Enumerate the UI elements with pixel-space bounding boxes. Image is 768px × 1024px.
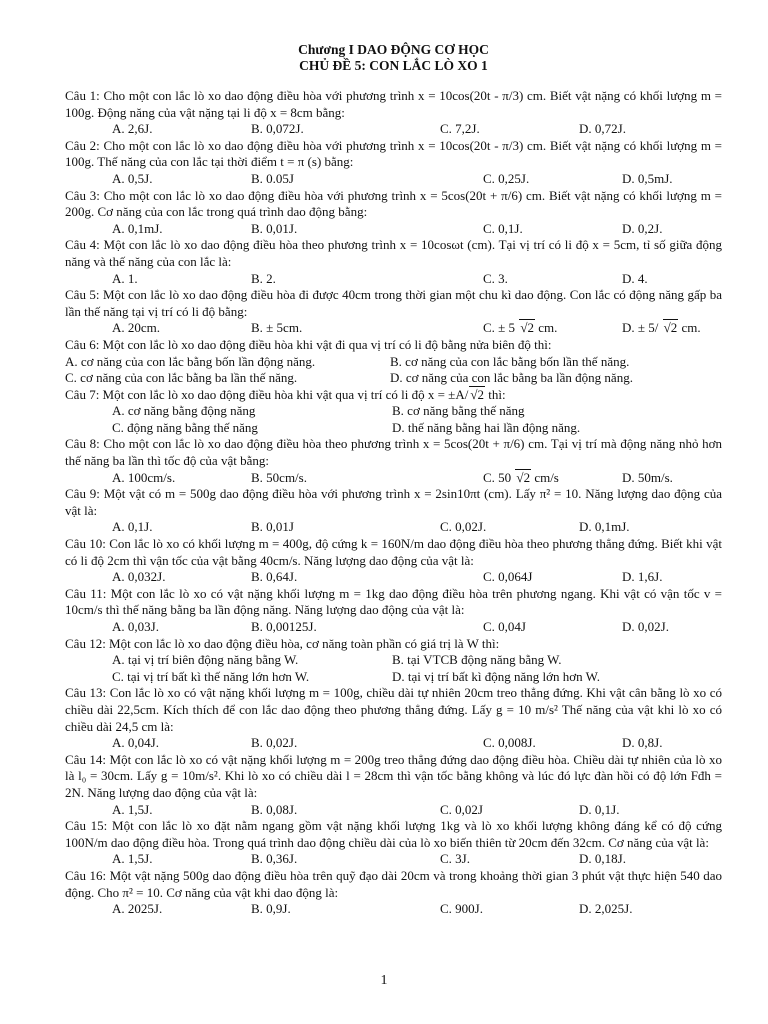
option-a[interactable]: A. 2025J.: [112, 901, 163, 917]
option-b[interactable]: B. 2.: [251, 270, 276, 286]
document-header: [65, 42, 722, 74]
option-c-text: C. 50: [483, 469, 512, 485]
question-3: [65, 188, 722, 238]
sqrt-symbol: √2: [470, 386, 484, 402]
option-a[interactable]: A. 0,1mJ.: [112, 220, 163, 236]
option-d[interactable]: D. 0,18J.: [579, 851, 626, 867]
option-c[interactable]: C. 7,2J.: [440, 121, 480, 137]
option-b[interactable]: B. cơ năng bằng thế năng: [392, 403, 525, 419]
option-d[interactable]: D. tại vị trí bất kì động năng lớn hơn W.: [392, 668, 601, 684]
option-b[interactable]: B. 0,072J.: [251, 121, 304, 137]
question-1: [65, 88, 722, 138]
answer-options: [65, 519, 722, 536]
answer-options: [65, 802, 722, 819]
option-b[interactable]: B. 50cm/s.: [251, 469, 307, 485]
question-14: [65, 752, 722, 818]
option-b[interactable]: B. tại VTCB động năng bằng W.: [392, 652, 562, 668]
answer-options: [65, 354, 722, 387]
option-c[interactable]: C. 0,04J: [483, 619, 526, 634]
question-stem: Câu 4: Một con lắc lò xo dao động điều hòa theo phương trình x = 10cosωt (cm). Tại vị trí có li độ x = 5cm, tỉ số giữa động năng và thế năng của con lắc là:: [65, 237, 722, 269]
answer-options: [65, 271, 722, 288]
option-c[interactable]: C. 0,008J.: [483, 735, 536, 751]
question-stem: Câu 7: Một con lắc lò xo dao động điều hòa khi vật qua vị trí có li độ x = ±A/ √2 thì:: [65, 386, 506, 402]
option-a[interactable]: A. cơ năng của con lắc bằng bốn lần động năng.: [65, 353, 316, 369]
option-d[interactable]: D. 0,1J.: [579, 801, 620, 817]
option-b[interactable]: B. 0,9J.: [251, 901, 291, 917]
option-a[interactable]: A. 20cm.: [112, 320, 161, 336]
question-12: [65, 636, 722, 686]
option-d[interactable]: D. 0,2J.: [622, 220, 663, 236]
option-a[interactable]: A. cơ năng bằng động năng: [112, 403, 256, 419]
question-stem: Câu 8: Cho một con lắc lò xo dao động điều hòa theo phương trình x = 5cos(20t + π/6) cm. Tại vị trí mà động năng nhỏ hơn thế năng ba lần thì tốc độ của vật bằng:: [65, 436, 722, 469]
question-13: [65, 685, 722, 751]
answer-options: [65, 320, 722, 337]
option-d[interactable]: D. 0,02J.: [622, 619, 669, 634]
option-b[interactable]: B. 0,01J.: [251, 220, 298, 236]
question-stem: Câu 11: Một con lắc lò xo có vật nặng khối lượng m = 1kg dao động điều hòa trên phương ngang. Khi vật có vận tốc v = 10cm/s thì thế năng bằng ba lần động năng. Năng lượng dao động của vật là:: [65, 585, 722, 618]
option-a[interactable]: A. 0,5J.: [112, 170, 153, 186]
option-c[interactable]: C. 50 √2 cm/s: [483, 469, 559, 485]
answer-options: [65, 121, 722, 138]
option-a[interactable]: A. 1,5J.: [112, 801, 153, 817]
sqrt-symbol: √2: [520, 320, 534, 336]
question-stem: Câu 15: Một con lắc lò xo đặt nằm ngang gồm vật nặng khối lượng 1kg và lò xo khối lượng không đáng kể có độ cứng 100N/m dao động điều hòa. Trong quá trình dao động chiều dài của lò xo biến thiên từ 20cm đến 32cm. Cơ năng của vật là:: [65, 818, 722, 850]
option-a[interactable]: A. 2,6J.: [112, 121, 153, 137]
answer-options: [65, 470, 722, 487]
question-stem: Câu 3: Cho một con lắc lò xo dao động điều hòa với phương trình x = 5cos(20t + π/6) cm. Biết vật nặng có khối lượng m = 200g. Cơ năng của con lắc trong quá trình dao động bằng:: [65, 187, 722, 220]
option-c[interactable]: C. tại vị trí bất kì thế năng lớn hơn W.: [112, 668, 310, 684]
option-d[interactable]: D. 0,1mJ.: [579, 519, 630, 535]
answer-options: [65, 735, 722, 752]
answer-options: [65, 619, 722, 636]
option-d[interactable]: D. 0,72J.: [579, 121, 626, 137]
answer-options: [65, 403, 722, 436]
option-d[interactable]: D. ± 5/ √2 cm.: [622, 320, 701, 336]
option-d[interactable]: D. 2,025J.: [579, 901, 633, 917]
question-stem: Câu 12: Một con lắc lò xo dao động điều hòa, cơ năng toàn phần có giá trị là W thì:: [65, 635, 500, 651]
question-stem: Câu 16: Một vật nặng 500g dao động điều hòa trên quỹ đạo dài 20cm và trong khoảng thời gian 3 phút vật thực hiện 540 dao động. Cho π² = 10. Cơ năng của vật khi dao động là:: [65, 867, 722, 900]
question-2: [65, 138, 722, 188]
question-6: [65, 337, 722, 387]
option-c[interactable]: C. 3.: [483, 270, 508, 286]
option-c[interactable]: C. ± 5 √2 cm.: [483, 320, 558, 336]
option-a[interactable]: A. 0,03J.: [112, 619, 159, 634]
option-b[interactable]: B. 0,36J.: [251, 851, 298, 867]
sqrt-symbol: √2: [516, 469, 531, 485]
option-a[interactable]: A. tại vị trí biên động năng bằng W.: [112, 652, 299, 668]
question-stem: Câu 9: Một vật có m = 500g dao động điều hòa với phương trình x = 2sin10πt (cm). Lấy π² = 10. Năng lượng dao động của vật là:: [65, 486, 722, 518]
option-c[interactable]: C. 0,02J: [440, 801, 483, 817]
option-d[interactable]: D. thế năng bằng hai lần động năng.: [392, 419, 581, 435]
option-c[interactable]: C. 0,064J: [483, 569, 533, 585]
option-c[interactable]: C. 3J.: [440, 851, 470, 867]
option-a[interactable]: A. 0,04J.: [112, 735, 159, 751]
option-d-text: D. ± 5/: [622, 320, 659, 336]
option-b[interactable]: B. cơ năng của con lắc bằng bốn lần thế năng.: [390, 353, 630, 369]
option-b[interactable]: B. 0,00125J.: [251, 619, 317, 634]
option-d[interactable]: D. 4.: [622, 270, 648, 286]
option-b[interactable]: B. 0,08J.: [251, 801, 298, 817]
option-c[interactable]: C. 900J.: [440, 901, 483, 917]
question-stem: Câu 2: Cho một con lắc lò xo dao động điều hòa với phương trình x = 10cos(20t - π/3) cm. Biết vật nặng có khối lượng m = 100g. Thế năng của con lắc tại thời điểm t = π (s) bằng:: [65, 137, 722, 170]
option-b[interactable]: B. 0,02J.: [251, 735, 298, 751]
option-a[interactable]: A. 100cm/s.: [112, 469, 176, 485]
sqrt-symbol: √2: [663, 320, 678, 336]
question-stem: Câu 6: Một con lắc lò xo dao động điều hòa khi vật đi qua vị trí có li độ bằng nửa biên độ thì:: [65, 336, 552, 352]
option-d[interactable]: D. 0,5mJ.: [622, 170, 673, 186]
option-c-text: C. ± 5: [483, 320, 516, 336]
option-c[interactable]: C. động năng bằng thế năng: [112, 419, 258, 435]
option-d[interactable]: D. 0,8J.: [622, 735, 663, 751]
question-9: [65, 486, 722, 536]
option-a[interactable]: A. 1.: [112, 270, 138, 286]
question-11: [65, 586, 722, 636]
option-a[interactable]: A. 0,032J.: [112, 569, 166, 585]
option-b[interactable]: B. 0.05J: [251, 170, 294, 186]
question-stem: Câu 14: Một con lắc lò xo có vật nặng khối lượng m = 200g treo thẳng đứng dao động điều hòa. Chiều dài tự nhiên của lò xo là l₀ = 30cm. Lấy g = 10m/s². Khi lò xo có chiều dài l = 28cm thì vận tốc bằng không và lúc đó lực đàn hồi có độ lớn Fđh = 2N. Năng lượng dao động của vật là:: [65, 751, 722, 800]
option-b[interactable]: B. ± 5cm.: [251, 320, 303, 336]
option-d[interactable]: D. cơ năng của con lắc bằng ba lần động năng.: [390, 370, 633, 386]
question-stem: Câu 5: Một con lắc lò xo dao động điều hòa đi được 40cm trong thời gian một chu kì dao động. Con lắc có động năng gấp ba lần thế năng tại vị trí có li độ bằng:: [65, 287, 722, 319]
question-16: [65, 868, 722, 918]
question-stem: Câu 1: Cho một con lắc lò xo dao động điều hòa với phương trình x = 10cos(20t - π/3) cm. Biết vật nặng có khối lượng m = 100g. Động năng của vật nặng tại li độ x = 8cm bằng:: [65, 88, 722, 120]
answer-options: [65, 569, 722, 586]
question-10: [65, 536, 722, 586]
option-c[interactable]: C. 0,02J.: [440, 519, 487, 535]
option-c[interactable]: C. 0,25J.: [483, 170, 530, 186]
answer-options: [65, 171, 722, 188]
question-8: [65, 436, 722, 486]
question-stem: Câu 10: Con lắc lò xo có khối lượng m = 400g, độ cứng k = 160N/m dao động điều hòa theo phương thẳng đứng. Biết khi vật có li độ 2cm thì vận tốc của vật bằng 40cm/s. Năng lượng dao động của vật là:: [65, 536, 722, 568]
option-d[interactable]: D. 1,6J.: [622, 569, 663, 585]
option-a[interactable]: A. 1,5J.: [112, 851, 153, 867]
option-c[interactable]: C. 0,1J.: [483, 220, 523, 236]
option-d[interactable]: D. 50m/s.: [622, 469, 673, 485]
question-4: [65, 237, 722, 287]
chapter-title: Chương I DAO ĐỘNG CƠ HỌC: [298, 42, 489, 57]
question-15: [65, 818, 722, 868]
page-number: 1: [380, 973, 388, 988]
question-7: [65, 387, 722, 437]
option-a[interactable]: A. 0,1J.: [112, 519, 153, 535]
answer-options: [65, 851, 722, 868]
answer-options: [65, 221, 722, 238]
answer-options: [65, 652, 722, 685]
option-b[interactable]: B. 0,01J: [251, 519, 294, 535]
question-stem: Câu 13: Con lắc lò xo có vật nặng khối lượng m = 100g, chiều dài tự nhiên 20cm treo thẳng đứng. Khi vật cân bằng lò xo có chiều dài 22,5cm. Kích thích để con lắc dao động theo phương thẳng đứng. Lấy g = 10 m/s² Thế năng của vật khi lò xo có chiều dài 24,5 cm là:: [65, 685, 722, 734]
option-b[interactable]: B. 0,64J.: [251, 569, 298, 585]
option-c[interactable]: C. cơ năng của con lắc bằng ba lần thế năng.: [65, 370, 298, 386]
question-5: [65, 287, 722, 337]
topic-title: CHỦ ĐỀ 5: CON LẮC LÒ XO 1: [299, 58, 488, 73]
answer-options: [65, 901, 722, 918]
